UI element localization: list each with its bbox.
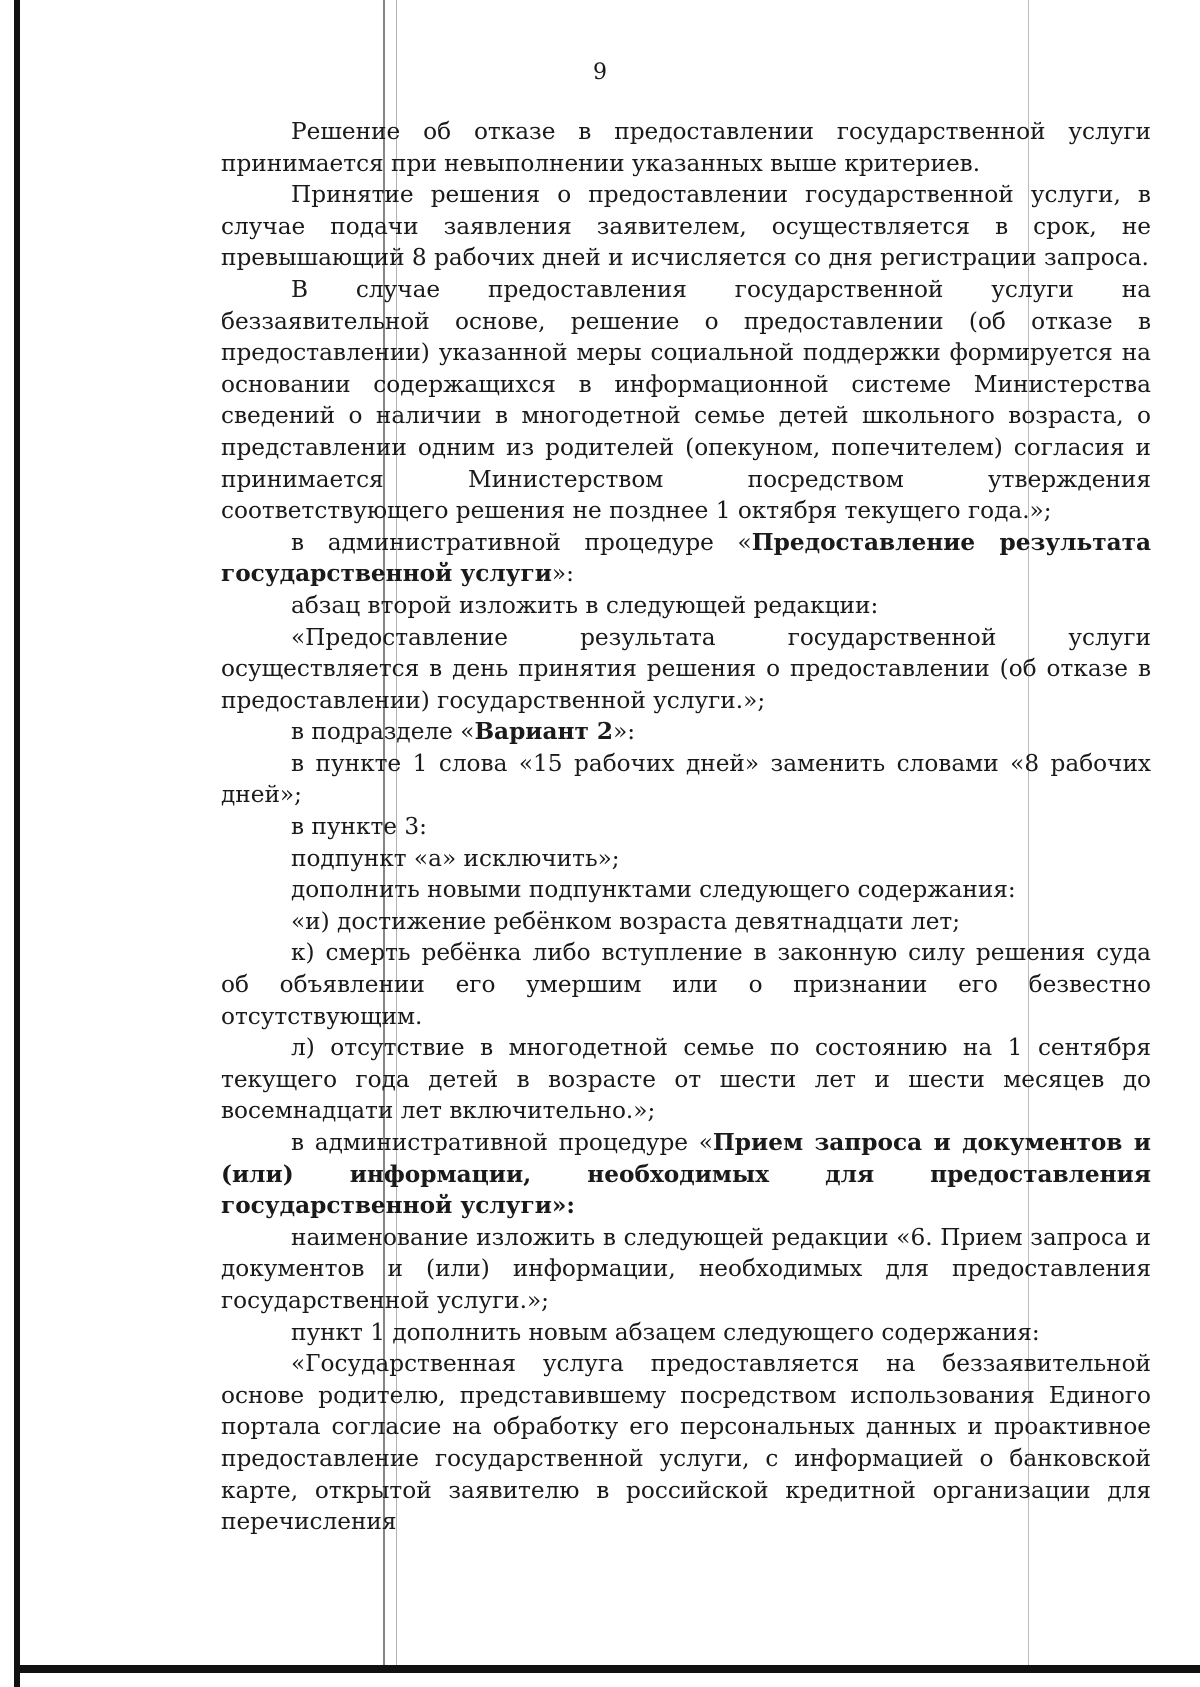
paragraph-text: «Государственная услуга предоставляется на беззаявительной основе родителю, представившему посредством использования Единого портала согласие на обработку его персональных данных и проактивное предоставление государственной услуги, с информацией о банковской карте, открытой заявителю в российской кредитной организации для перечисления [221, 1350, 1151, 1536]
page-number: 9 [593, 60, 607, 85]
document-body [221, 116, 1151, 1538]
paragraph [221, 874, 1151, 906]
paragraph-text: «Предоставление результата государственной услуги осуществляется в день принятия решения о предоставлении (об отказе в предоставлении) государственной услуги.»; [221, 623, 1151, 714]
scan-border-left [14, 0, 20, 1687]
procedure-title: Прием запроса и документов и (или) информации, необходимых для предоставления государственной услуги»: [221, 1129, 1152, 1220]
paragraph [221, 716, 1151, 748]
paragraph [221, 179, 1151, 274]
paragraph [221, 590, 1151, 622]
paragraph-text: «и) достижение ребёнком возраста девятнадцати лет; [291, 907, 961, 935]
paragraph-text: л) отсутствие в многодетной семье по состоянию на 1 сентября текущего года детей в возрасте от шести лет и шести месяцев до восемнадцати лет включительно.»; [221, 1034, 1151, 1125]
paragraph-text: »: [613, 718, 636, 746]
procedure-title: Предоставление результата государственной услуги [221, 528, 1152, 588]
paragraph-text: пункт 1 дополнить новым абзацем следующего содержания: [291, 1318, 1040, 1346]
paragraph-text: дополнить новыми подпунктами следующего содержания: [291, 876, 1016, 904]
paragraph-text: в административной процедуре « [291, 1129, 713, 1156]
paragraph-text: в пункте 1 слова «15 рабочих дней» заменить словами «8 рабочих дней»; [221, 749, 1151, 809]
paragraph [221, 527, 1151, 590]
paragraph [221, 1127, 1151, 1222]
paragraph [221, 1348, 1151, 1538]
paragraph-text: в административной процедуре « [291, 528, 752, 556]
paragraph [221, 843, 1151, 875]
paragraph-text: »: [551, 560, 574, 588]
paragraph [221, 116, 1151, 179]
paragraph [221, 937, 1151, 1032]
subsection-title: Вариант 2 [474, 718, 614, 746]
paragraph-text: в подразделе « [291, 718, 475, 746]
paragraph [221, 1222, 1151, 1317]
paragraph [221, 274, 1151, 527]
paragraph-text: Решение об отказе в предоставлении государственной услуги принимается при невыполнении указанных выше критериев. [221, 118, 1151, 177]
paragraph [221, 622, 1151, 717]
paragraph-text: абзац второй изложить в следующей редакции: [291, 591, 879, 619]
paragraph [221, 748, 1151, 811]
paragraph [221, 811, 1151, 843]
paragraph [221, 1032, 1151, 1127]
paragraph [221, 1317, 1151, 1349]
paragraph-text: В случае предоставления государственной услуги на беззаявительной основе, решение о предоставлении (об отказе в предоставлении) указанной меры социальной поддержки формируется на основании содержащихся в информационной системе Министерства сведений о наличии в многодетной семье детей школьного возраста, о представлении одним из родителей (опекуном, попечителем) согласия и принимается Министерством посредством утверждения соответствующего решения не позднее 1 октября текущего года.»; [221, 275, 1151, 525]
paragraph [221, 906, 1151, 938]
paragraph-text: наименование изложить в следующей редакции «6. Прием запроса и документов и (или) информации, необходимых для предоставления государственной услуги.»; [221, 1223, 1151, 1314]
paragraph-text: в пункте 3: [291, 813, 427, 841]
scan-border-bottom [14, 1665, 1200, 1673]
paragraph-text: Принятие решения о предоставлении государственной услуги, в случае подачи заявления заявителем, осуществляется в срок, не превышающий 8 рабочих дней и исчисляется со дня регистрации запроса. [221, 181, 1151, 272]
paragraph-text: к) смерть ребёнка либо вступление в законную силу решения суда об объявлении его умершим или о признании его безвестно отсутствующим. [221, 939, 1151, 1030]
paragraph-text: подпункт «а» исключить»; [291, 844, 620, 872]
